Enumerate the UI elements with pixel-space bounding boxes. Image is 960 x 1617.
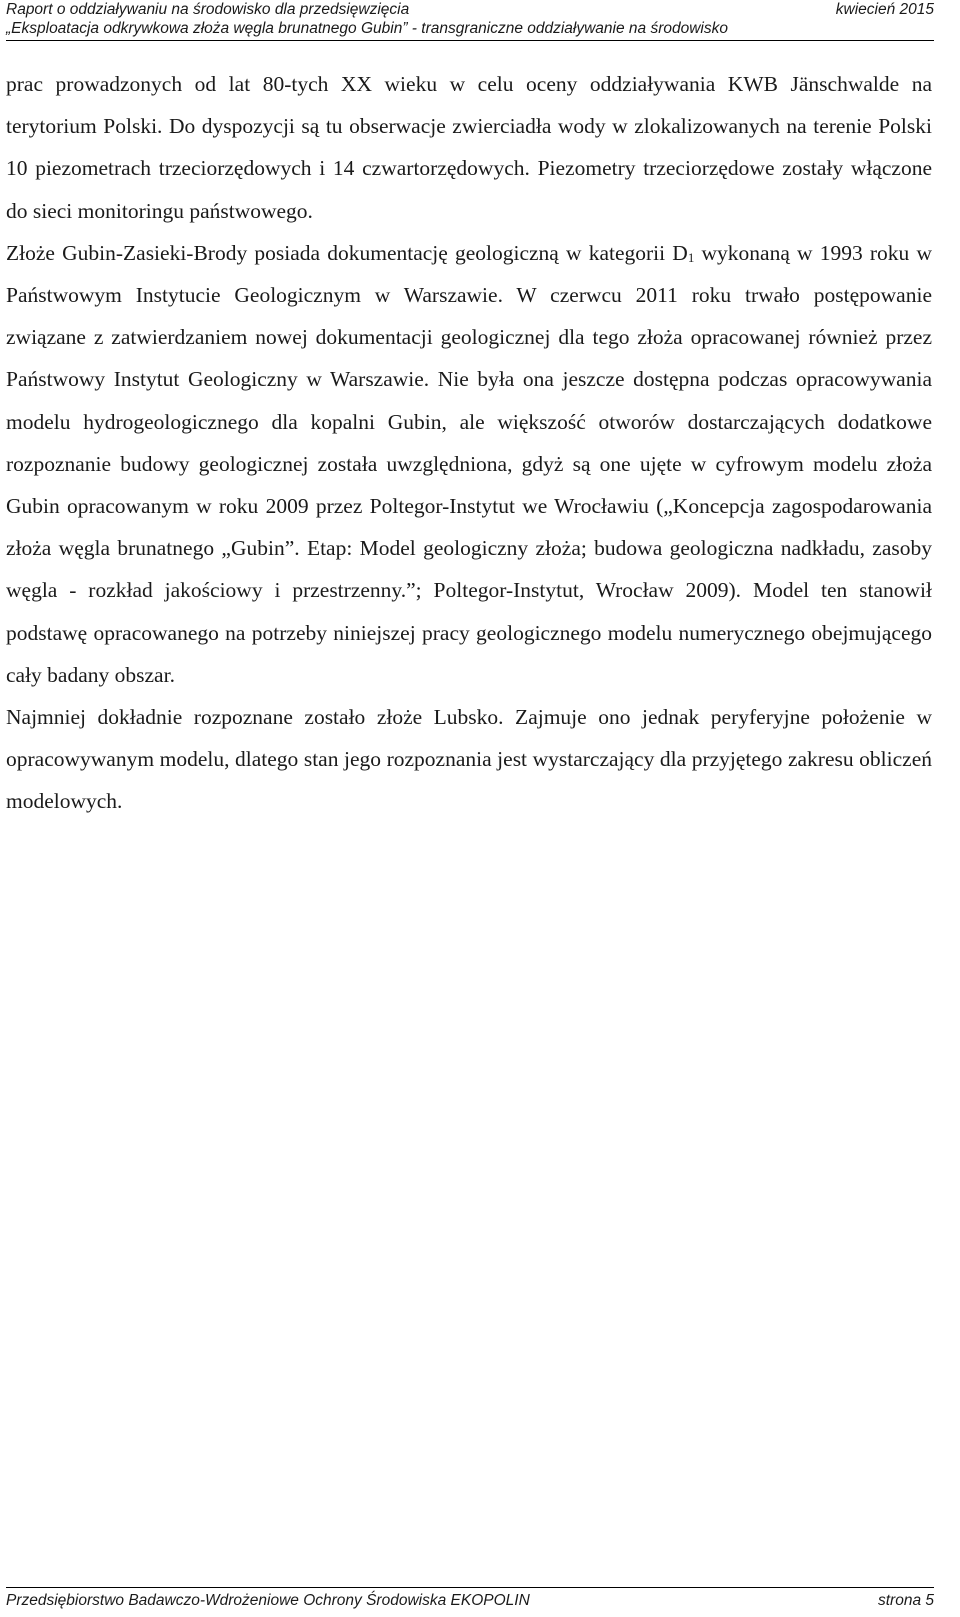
header-row-2 <box>6 19 934 38</box>
header-row-1 <box>6 0 934 19</box>
paragraph-lubsko: Najmniej dokładnie rozpoznane zostało złoże Lubsko. Zajmuje ono jednak peryferyjne położenie w opracowywanym modelu, dlatego stan jego rozpoznania jest wystarczający dla przyjętego zakresu obliczeń modelowych. <box>6 705 932 814</box>
paragraph-deposit-documentation <box>6 232 932 696</box>
paragraph-deposit-text-rest: wykonaną w 1993 roku w Państwowym Instytucie Geologicznym w Warszawie. W czerwcu 2011 roku trwało postępowanie związane z zatwierdzaniem nowej dokumentacji geologicznej dla tego złoża opracowanej również przez Państwowy Instytut Geologiczny w Warszawie. Nie była ona jeszcze dostępna podczas opracowywania modelu hydrogeologicznego dla kopalni Gubin, ale większość otworów dostarczających dodatkowe rozpoznanie budowy geologicznej została uwzględniona, gdyż są one ujęte w cyfrowym modelu złoża Gubin opracowanym w roku 2009 przez Poltegor-Instytut we Wrocławiu („Koncepcja zagospodarowania złoża węgla brunatnego „Gubin”. Etap: Model geologiczny złoża; budowa geologiczna nadkładu, zasoby węgla - rozkład jakościowy i przestrzenny.”; Poltegor-Instytut, Wrocław 2009). Model ten stanowił podstawę opracowanego na potrzeby niniejszej pracy geologicznego modelu numerycznego obejmującego cały badany obszar. <box>6 240 932 687</box>
header-date: kwiecień 2015 <box>835 1 934 18</box>
page-body <box>6 63 932 823</box>
page-footer <box>6 1587 934 1610</box>
paragraph-deposit-text-start: Złoże Gubin-Zasieki-Brody posiada dokumentację geologiczną w kategorii D <box>6 240 688 265</box>
footer-page-number: strona 5 <box>877 1592 934 1609</box>
paragraph-monitoring: prac prowadzonych od lat 80-tych XX wieku w celu oceny oddziaływania KWB Jänschwalde na terytorium Polski. Do dyspozycji są tu obserwacje zwierciadła wody w zlokalizowanych na terenie Polski 10 piezometrach trzeciorzędowych i 14 czwartorzędowych. Piezometry trzeciorzędowe zostały włączone do sieci monitoringu państwowego. <box>6 72 932 223</box>
footer-company: Przedsiębiorstwo Badawczo-Wdrożeniowe Ochrony Środowiska EKOPOLIN <box>6 1592 530 1609</box>
header-project-title: „Eksploatacja odkrywkowa złoża węgla brunatnego Gubin” - transgraniczne oddziaływanie na środowisko <box>6 20 728 37</box>
header-report-title: Raport o oddziaływaniu na środowisko dla przedsięwzięcia <box>6 1 410 18</box>
page-header <box>6 0 934 41</box>
category-subscript: 1 <box>687 249 695 265</box>
